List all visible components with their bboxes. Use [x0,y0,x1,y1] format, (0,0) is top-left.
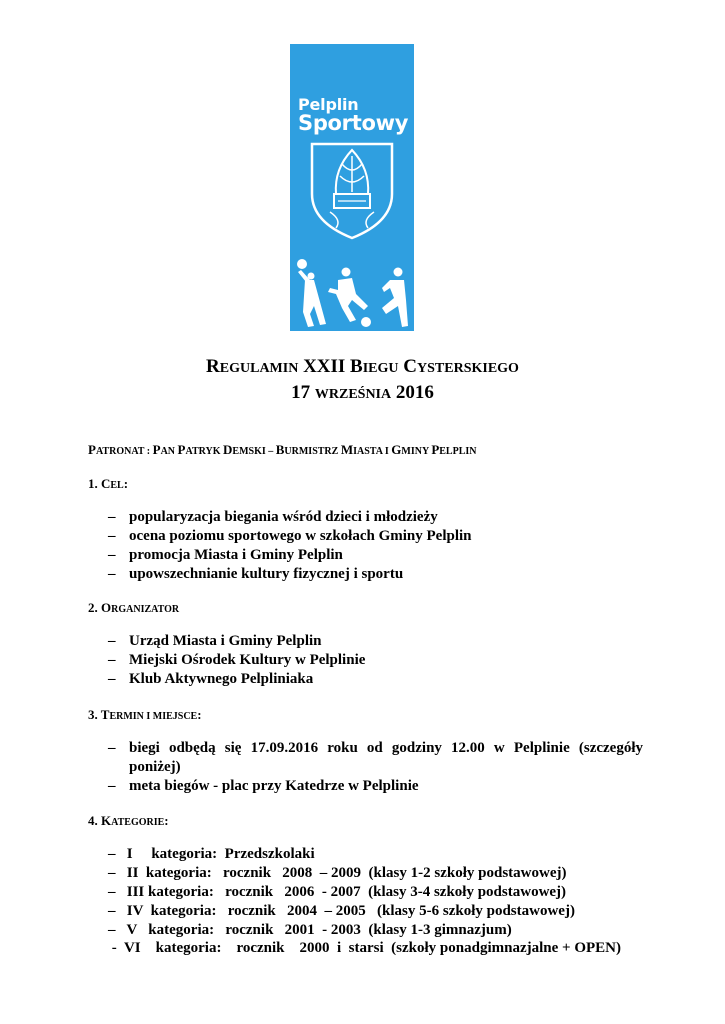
category-row: – II kategoria: rocznik 2008 – 2009 (klasy 1-2 szkoły podstawowej) [108,865,567,881]
list-item: – biegi odbędą się 17.09.2016 roku od godziny 12.00 w Pelplinie (szczegóły poniżej) [108,740,643,775]
document-date: 17 WRZEŚNIA 2016 [291,382,434,403]
basketball-player-icon [297,259,326,327]
category-row: – IV kategoria: rocznik 2004 – 2005 (klasy 5-6 szkoły podstawowej) [108,903,575,919]
football-player-icon [328,268,371,328]
category-row: – III kategoria: rocznik 2006 - 2007 (klasy 3-4 szkoły podstawowej) [108,884,567,900]
list-item: – Klub Aktywnego Pelpliniaka [108,671,314,687]
patronat-line: PATRONAT : PAN PATRYK DEMSKI – BURMISTRZ MIASTA I GMINY PELPLIN [88,442,477,457]
section-heading-termin: 3. TERMIN I MIEJSCE: [88,707,202,722]
runner-icon [382,268,408,328]
cel-list [108,508,472,584]
list-item: – Miejski Ośrodek Kultury w Pelplinie [108,652,366,668]
list-item: – Urząd Miasta i Gminy Pelplin [108,633,322,649]
document-title: REGULAMIN XXII BIEGU CYSTERSKIEGO [206,356,519,377]
pelplin-sportowy-logo [290,44,414,331]
logo-graphic [290,44,414,331]
section-heading-kategorie: 4. KATEGORIE: [88,813,169,828]
category-row: - VI kategoria: rocznik 2000 i starsi (szkoły ponadgimnazjalne + OPEN) [108,940,621,956]
termin-list [108,739,643,796]
section-heading-organizator: 2. ORGANIZATOR [88,600,180,615]
list-item: – promocja Miasta i Gminy Pelplin [108,547,343,563]
section-heading-cel: 1. CEL: [88,476,129,491]
list-item: – popularyzacja biegania wśród dzieci i młodzieży [108,509,438,525]
category-row: – V kategoria: rocznik 2001 - 2003 (klasy 1-3 gimnazjum) [108,922,512,938]
logo-text-sportowy: Sportowy [298,111,409,135]
logo-text-pelplin: Pelplin [298,95,359,114]
organizator-list [108,632,365,689]
category-row: – I kategoria: Przedszkolaki [108,846,315,862]
list-item: – ocena poziomu sportowego w szkołach Gminy Pelplin [108,528,472,544]
list-item: – upowszechnianie kultury fizycznej i sportu [108,566,404,582]
list-item: – meta biegów - plac przy Katedrze w Pelplinie [108,778,419,794]
